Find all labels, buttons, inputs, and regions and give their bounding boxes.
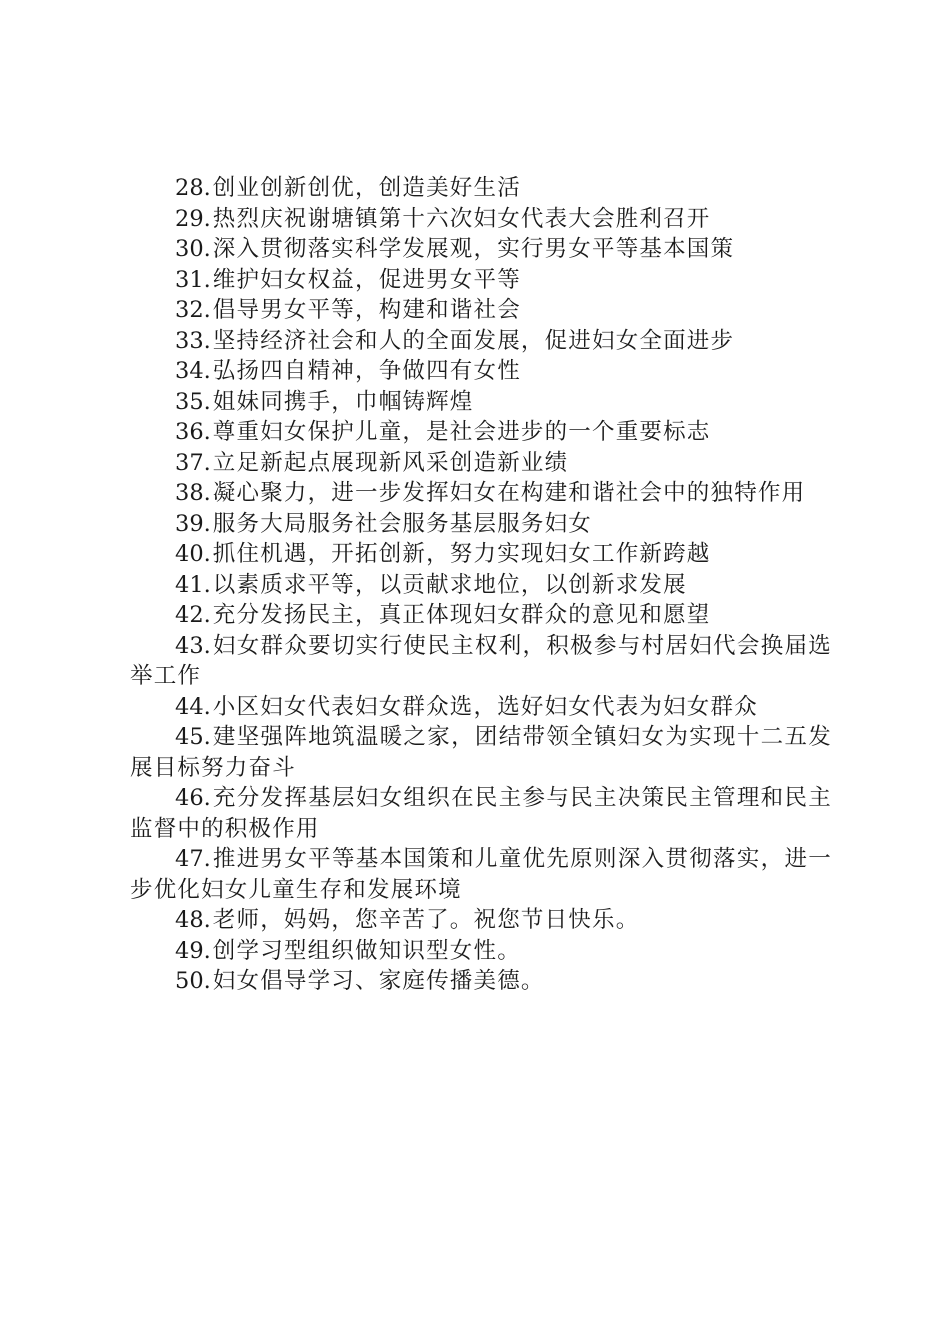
item-text: 创业创新创优，创造美好生活 xyxy=(212,175,521,201)
list-item xyxy=(130,631,832,692)
item-number: 39 xyxy=(175,510,204,537)
list-item xyxy=(130,295,832,326)
item-number: 44 xyxy=(175,693,204,720)
item-text: 倡导男女平等，构建和谐社会 xyxy=(212,297,521,323)
item-number: 32 xyxy=(175,297,204,323)
item-number: 42 xyxy=(175,602,204,628)
list-item xyxy=(130,722,832,783)
item-number: 35 xyxy=(175,388,204,415)
item-text: 充分发扬民主，真正体现妇女群众的意见和愿望 xyxy=(212,602,711,628)
item-number-separator: . xyxy=(203,358,211,384)
item-text: 姐妹同携手，巾帼铸辉煌 xyxy=(212,388,474,415)
item-number: 49 xyxy=(175,937,204,964)
item-text: 热烈庆祝谢塘镇第十六次妇女代表大会胜利召开 xyxy=(212,205,711,232)
list-item xyxy=(130,265,832,296)
item-number-separator: . xyxy=(203,175,211,201)
list-item xyxy=(130,692,832,723)
list-item xyxy=(130,417,832,448)
item-number: 48 xyxy=(175,907,204,933)
list-item xyxy=(130,448,832,479)
list-item xyxy=(130,509,832,540)
list-item xyxy=(130,844,832,905)
list-item xyxy=(130,600,832,631)
list-item xyxy=(130,478,832,509)
item-number: 41 xyxy=(175,571,204,598)
item-number: 37 xyxy=(175,449,204,476)
item-number: 47 xyxy=(175,846,204,872)
list-item xyxy=(130,966,832,997)
item-number-separator: . xyxy=(203,541,211,567)
item-number: 34 xyxy=(175,358,204,384)
item-number-separator: . xyxy=(203,236,211,262)
item-number-separator: . xyxy=(203,907,211,933)
list-item xyxy=(130,539,832,570)
item-number: 36 xyxy=(175,419,204,445)
item-number-separator: . xyxy=(203,724,211,750)
item-number-separator: . xyxy=(203,266,211,293)
item-number: 30 xyxy=(175,236,204,262)
item-number: 33 xyxy=(175,327,204,354)
list-item xyxy=(130,387,832,418)
item-text: 坚持经济社会和人的全面发展，促进妇女全面进步 xyxy=(212,327,735,354)
item-text: 立足新起点展现新风采创造新业绩 xyxy=(212,449,569,476)
list-item xyxy=(130,570,832,601)
item-text: 弘扬四自精神，争做四有女性 xyxy=(212,358,521,384)
item-number: 40 xyxy=(175,541,204,567)
item-text: 维护妇女权益，促进男女平等 xyxy=(212,266,521,293)
list-item xyxy=(130,356,832,387)
item-number-separator: . xyxy=(203,327,211,354)
list-item xyxy=(130,783,832,844)
item-number: 38 xyxy=(175,480,204,506)
item-text: 小区妇女代表妇女群众选，选好妇女代表为妇女群众 xyxy=(212,693,758,720)
item-number-separator: . xyxy=(203,937,211,964)
item-number-separator: . xyxy=(203,968,211,994)
item-number-separator: . xyxy=(203,419,211,445)
item-number-separator: . xyxy=(203,480,211,506)
item-text: 服务大局服务社会服务基层服务妇女 xyxy=(212,510,592,537)
item-number-separator: . xyxy=(203,510,211,537)
item-number: 46 xyxy=(175,785,204,811)
item-text: 以素质求平等，以贡献求地位，以创新求发展 xyxy=(212,571,687,598)
item-number: 50 xyxy=(175,968,204,994)
item-number-separator: . xyxy=(203,693,211,720)
item-number: 31 xyxy=(175,266,204,293)
item-number-separator: . xyxy=(203,205,211,232)
item-number-separator: . xyxy=(203,449,211,476)
item-text: 妇女倡导学习、家庭传播美德。 xyxy=(212,968,545,994)
list-item xyxy=(130,936,832,967)
list-item xyxy=(130,905,832,936)
item-number-separator: . xyxy=(203,846,211,872)
item-text: 创学习型组织做知识型女性。 xyxy=(212,937,521,964)
item-number: 43 xyxy=(175,632,204,659)
item-text: 抓住机遇，开拓创新，努力实现妇女工作新跨越 xyxy=(212,541,711,567)
item-text: 妇女群众要切实行使民主权利，积极参与村居妇代会换届选举工作 xyxy=(130,632,832,689)
list-item xyxy=(130,173,832,204)
list-item xyxy=(130,204,832,235)
item-text: 深入贯彻落实科学发展观，实行男女平等基本国策 xyxy=(212,236,735,262)
item-text: 充分发挥基层妇女组织在民主参与民主决策民主管理和民主监督中的积极作用 xyxy=(130,785,832,842)
item-number: 28 xyxy=(175,175,204,201)
item-text: 老师，妈妈，您辛苦了。祝您节日快乐。 xyxy=(212,907,640,933)
item-text: 推进男女平等基本国策和儿童优先原则深入贯彻落实，进一步优化妇女儿童生存和发展环境 xyxy=(130,846,832,903)
list-item xyxy=(130,234,832,265)
item-number-separator: . xyxy=(203,388,211,415)
item-text: 尊重妇女保护儿童，是社会进步的一个重要标志 xyxy=(212,419,711,445)
item-text: 建坚强阵地筑温暖之家，团结带领全镇妇女为实现十二五发展目标努力奋斗 xyxy=(130,724,832,781)
item-number: 45 xyxy=(175,724,204,750)
item-text: 凝心聚力，进一步发挥妇女在构建和谐社会中的独特作用 xyxy=(212,480,806,506)
slogan-list xyxy=(130,173,832,997)
item-number-separator: . xyxy=(203,602,211,628)
item-number-separator: . xyxy=(203,571,211,598)
item-number-separator: . xyxy=(203,785,211,811)
item-number: 29 xyxy=(175,205,204,232)
item-number-separator: . xyxy=(203,297,211,323)
list-item xyxy=(130,326,832,357)
item-number-separator: . xyxy=(203,632,211,659)
